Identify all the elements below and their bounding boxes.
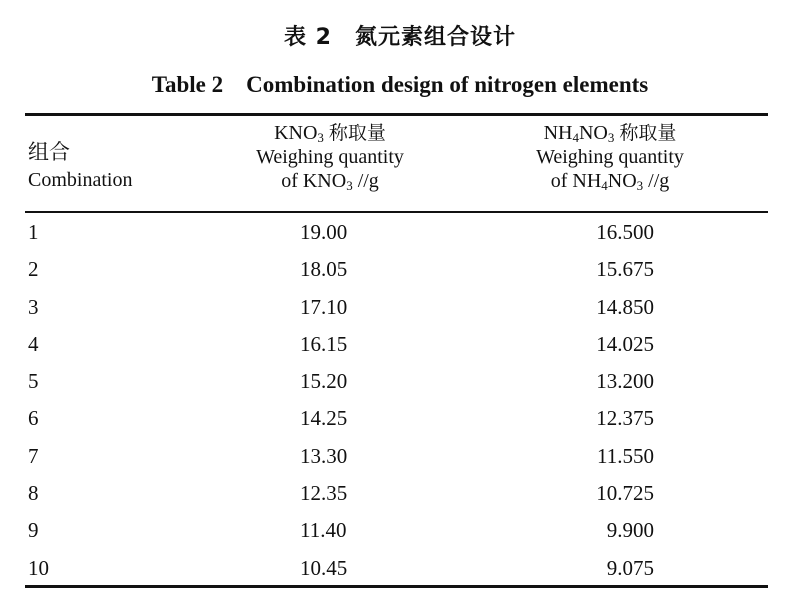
kno3-cell: 15.20 xyxy=(300,369,348,394)
header-kno3 xyxy=(200,121,460,193)
header-nh4no3-line1 xyxy=(480,121,740,145)
header-nh4no3-f1: NH xyxy=(543,122,573,144)
header-nh4no3-en2-s2: 3 xyxy=(636,178,644,193)
header-nh4no3-s1: 4 xyxy=(572,130,579,145)
table-body xyxy=(0,214,800,587)
combination-cell: 4 xyxy=(28,331,39,356)
combination-cell: 3 xyxy=(28,294,39,319)
header-nh4no3-unit: //g xyxy=(648,170,670,192)
kno3-cell: 12.35 xyxy=(300,481,348,506)
nh4no3-cell: 12.375 xyxy=(596,406,654,431)
table-row xyxy=(0,326,800,363)
nh4no3-cell: 11.550 xyxy=(597,443,654,468)
header-kno3-formula: KNO xyxy=(274,122,318,144)
header-combination-en: Combination xyxy=(28,169,133,191)
header-rule xyxy=(25,211,768,213)
nh4no3-cell: 13.200 xyxy=(596,369,654,394)
table-title-en: Table 2 Combination design of nitrogen elements xyxy=(151,72,649,97)
table-row xyxy=(0,438,800,475)
nh4no3-cell: 10.725 xyxy=(596,481,654,506)
header-combination xyxy=(28,140,132,192)
nh4no3-cell: 9.900 xyxy=(606,518,654,543)
kno3-cell: 16.15 xyxy=(300,331,348,356)
header-nh4no3-f2: NO xyxy=(578,122,608,144)
nh4no3-cell: 15.675 xyxy=(596,257,654,282)
combination-cell: 5 xyxy=(28,369,39,394)
table-row xyxy=(0,289,800,326)
header-nh4no3-en1: Weighing quantity xyxy=(536,146,684,168)
header-nh4no3-en2-prefix: of NH xyxy=(550,170,602,192)
combination-cell: 7 xyxy=(28,443,39,468)
header-kno3-line3 xyxy=(200,169,460,193)
header-combination-cn: 组合 xyxy=(28,140,70,164)
table-row xyxy=(0,550,800,587)
nh4no3-cell: 16.500 xyxy=(596,220,654,244)
header-nh4no3-en2-mid: NO xyxy=(607,170,637,192)
kno3-cell: 18.05 xyxy=(300,257,348,282)
kno3-cell: 14.25 xyxy=(300,406,348,431)
table-row xyxy=(0,214,800,251)
header-kno3-formula-sub: 3 xyxy=(317,130,324,145)
table-row xyxy=(0,363,800,400)
header-kno3-unit: //g xyxy=(357,170,379,192)
header-nh4no3-cn: 称取量 xyxy=(619,122,677,144)
kno3-cell: 13.30 xyxy=(300,443,348,468)
kno3-cell: 17.10 xyxy=(300,294,348,319)
kno3-cell: 19.00 xyxy=(300,220,348,244)
header-kno3-cn: 称取量 xyxy=(328,122,386,144)
table-row xyxy=(0,251,800,288)
kno3-cell: 11.40 xyxy=(300,518,347,543)
nh4no3-cell: 14.850 xyxy=(596,294,654,319)
header-nh4no3 xyxy=(480,121,740,193)
header-nh4no3-s2: 3 xyxy=(607,130,615,145)
combination-cell: 9 xyxy=(28,518,39,543)
header-kno3-en2-prefix: of KNO xyxy=(281,170,347,192)
combination-cell: 1 xyxy=(28,220,39,244)
combination-cell: 2 xyxy=(28,257,39,282)
combination-cell: 6 xyxy=(28,406,39,431)
table-title-cn: 表 2 氮元素组合设计 xyxy=(284,25,516,50)
combination-cell: 10 xyxy=(28,555,49,580)
header-kno3-en1: Weighing quantity xyxy=(256,146,404,168)
header-kno3-line1 xyxy=(200,121,460,145)
header-nh4no3-line3 xyxy=(480,169,740,193)
table-row xyxy=(0,400,800,437)
bottom-rule xyxy=(25,585,768,588)
nh4no3-cell: 14.025 xyxy=(596,331,654,356)
header-kno3-en2-sub: 3 xyxy=(346,178,353,193)
nh4no3-cell: 9.075 xyxy=(606,555,654,580)
table-row xyxy=(0,512,800,549)
table-row xyxy=(0,475,800,512)
top-rule xyxy=(25,113,768,116)
header-nh4no3-en2-s1: 4 xyxy=(601,178,608,193)
kno3-cell: 10.45 xyxy=(300,555,348,580)
combination-cell: 8 xyxy=(28,481,39,506)
